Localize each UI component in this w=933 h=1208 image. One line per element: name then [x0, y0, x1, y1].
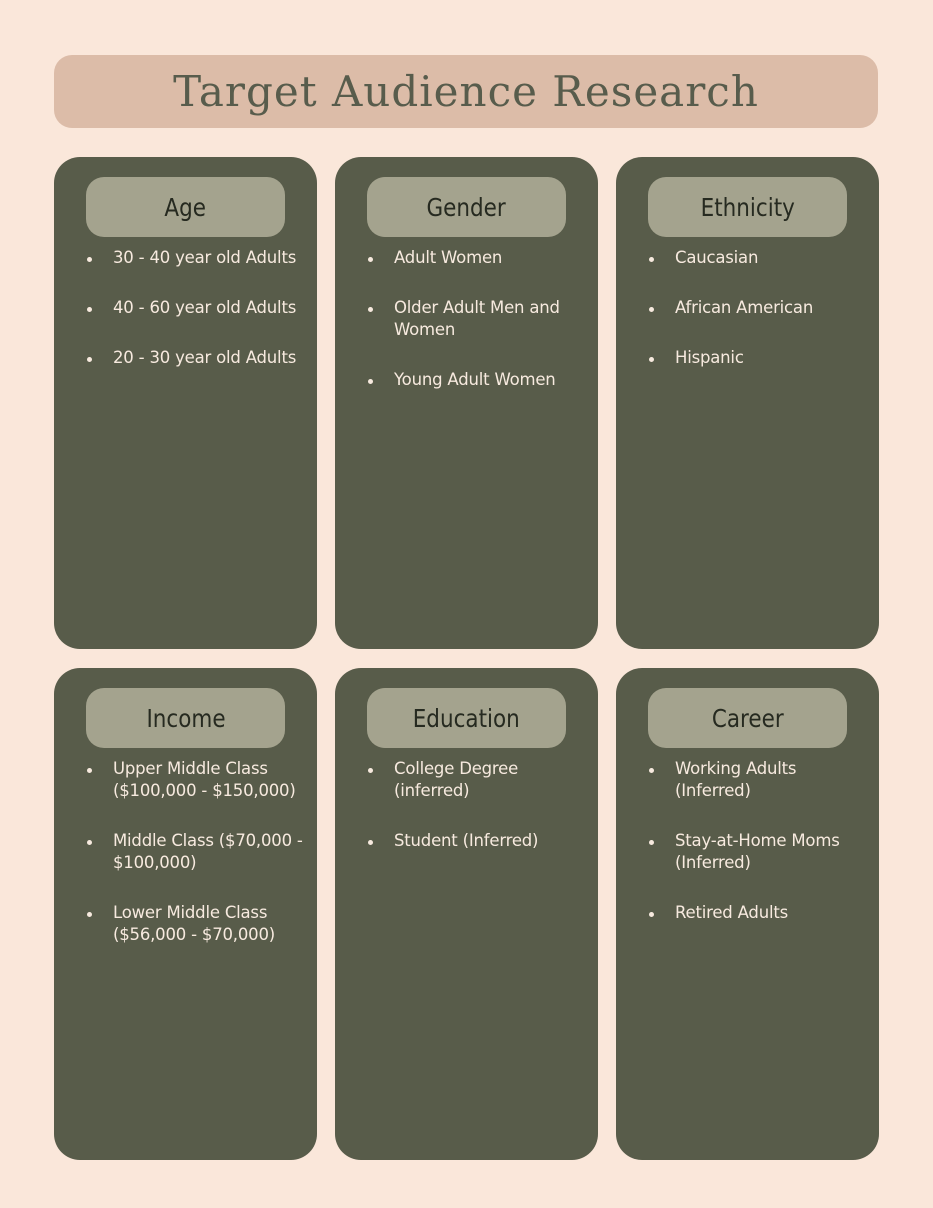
item-list: [113, 247, 309, 397]
list-item: Adult Women: [394, 247, 590, 269]
list-item: African American: [675, 297, 871, 319]
card-ethnicity: [616, 157, 879, 649]
list-item: Middle Class ($70,000 - $100,000): [113, 830, 309, 874]
list-item: Lower Middle Class ($56,000 - $70,000): [113, 902, 309, 946]
list-item: Young Adult Women: [394, 369, 590, 391]
item-list: [394, 247, 590, 419]
card-heading: Education: [412, 703, 521, 733]
list-item: Student (Inferred): [394, 830, 590, 852]
item-list: [675, 758, 871, 952]
card-heading: Ethnicity: [700, 192, 795, 222]
item-list: [394, 758, 590, 880]
page-title: Target Audience Research: [173, 67, 759, 116]
card-income: [54, 668, 317, 1160]
card-heading-pill: [367, 177, 566, 237]
card-education: [335, 668, 598, 1160]
card-heading-pill: [648, 177, 847, 237]
card-heading: Income: [145, 703, 226, 733]
list-item: Stay-at-Home Moms (Inferred): [675, 830, 871, 874]
list-item: 40 - 60 year old Adults: [113, 297, 309, 319]
card-heading-pill: [86, 688, 285, 748]
card-heading: Age: [164, 192, 207, 222]
list-item: College Degree (inferred): [394, 758, 590, 802]
card-heading: Gender: [426, 192, 507, 222]
list-item: Retired Adults: [675, 902, 871, 924]
list-item: Upper Middle Class ($100,000 - $150,000): [113, 758, 309, 802]
list-item: Older Adult Men and Women: [394, 297, 590, 341]
list-item: 30 - 40 year old Adults: [113, 247, 309, 269]
card-heading-pill: [367, 688, 566, 748]
card-age: [54, 157, 317, 649]
title-banner: [54, 55, 878, 128]
list-item: Working Adults (Inferred): [675, 758, 871, 802]
card-heading-pill: [648, 688, 847, 748]
item-list: [113, 758, 309, 974]
card-heading-pill: [86, 177, 285, 237]
list-item: Caucasian: [675, 247, 871, 269]
list-item: Hispanic: [675, 347, 871, 369]
card-heading: Career: [711, 703, 784, 733]
card-gender: [335, 157, 598, 649]
list-item: 20 - 30 year old Adults: [113, 347, 309, 369]
card-career: [616, 668, 879, 1160]
item-list: [675, 247, 871, 397]
